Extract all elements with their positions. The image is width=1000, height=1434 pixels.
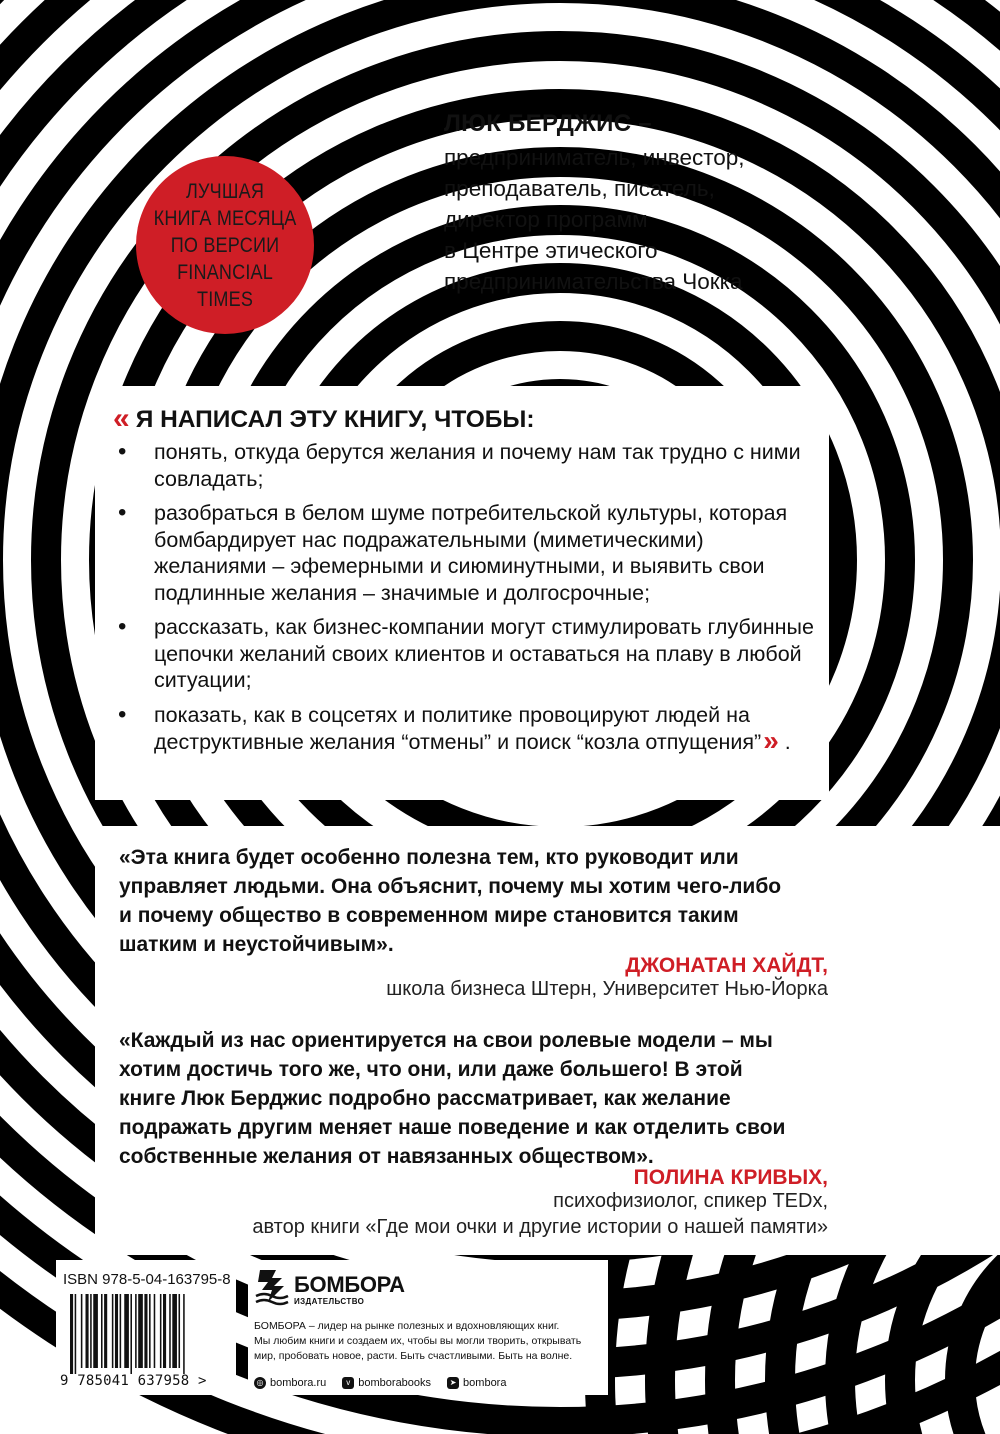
barcode-bar xyxy=(144,1294,147,1368)
manifesto-block xyxy=(95,386,829,800)
bullet-dot: • xyxy=(118,499,127,526)
list-item: • разобраться в белом шуме потребительской культуры, которая бомбардирует нас подражательными (миметическими) желаниями – эфемерными и сиюминутными, и выявить свои подлинные желания – значимые и долгосрочные; xyxy=(118,499,788,605)
barcode-bar xyxy=(138,1294,143,1368)
barcode-bar xyxy=(115,1294,118,1368)
barcode-bar xyxy=(70,1294,73,1374)
reviewer-info: школа бизнеса Штерн, Университет Нью-Йорка xyxy=(386,978,828,1000)
bullet-dot: • xyxy=(118,438,127,465)
manifesto-title-text: Я НАПИСАЛ ЭТУ КНИГУ, ЧТОБЫ: xyxy=(135,406,535,433)
publisher-block xyxy=(248,1260,608,1395)
list-item: • показать, как в соцсетях и политике провоцируют людей на деструктивные желания “отмены” и поиск “козла отпущения”» . xyxy=(118,700,791,756)
reviewer-name: ПОЛИНА КРИВЫХ, xyxy=(633,1166,828,1189)
barcode-bar xyxy=(75,1294,77,1374)
barcode-bar xyxy=(120,1294,122,1368)
vk-icon: v xyxy=(342,1377,354,1389)
vk-link[interactable]: v bomborabooks xyxy=(342,1377,431,1389)
barcode-bar xyxy=(135,1294,137,1368)
publisher-description: БОМБОРА – лидер на рынке полезных и вдохновляющих книг. Мы любим книги и создаем их, чтобы вы могли творить, открывать мир, пробовать новое, расти. Быть счастливыми. Быть на волне. xyxy=(254,1320,582,1362)
barcode-bar xyxy=(93,1294,98,1368)
imprint-area xyxy=(56,1260,611,1410)
publisher-sub: ИЗДАТЕЛЬСТВО xyxy=(294,1297,365,1306)
review-quote: «Эта книга будет особенно полезна тем, кто руководит или управляет людьми. Она объяснит, почему мы хотим чего-либо и почему общество в современном мире становится таким шатким и неустойчивым». xyxy=(119,846,782,956)
barcode-bar xyxy=(86,1294,89,1368)
review-block-2 xyxy=(95,1010,1000,1255)
barcode-bar xyxy=(149,1294,151,1368)
barcode-bar xyxy=(160,1294,162,1368)
isbn-label: ISBN 978-5-04-163795-8 xyxy=(63,1271,231,1288)
barcode-box xyxy=(56,1260,236,1395)
barcode-bar xyxy=(154,1294,156,1368)
barcode-bar xyxy=(183,1294,185,1374)
website-link[interactable]: ◎ bombora.ru xyxy=(254,1377,326,1389)
close-quote-mark: » xyxy=(763,725,779,756)
barcode-digits: 9 785041 637958 > xyxy=(60,1373,207,1389)
author-block xyxy=(422,97,832,309)
list-item: • понять, откуда берутся желания и почему нам так трудно с ними совладать; xyxy=(118,438,801,491)
barcode-bar xyxy=(179,1294,181,1368)
barcode-bar xyxy=(104,1294,107,1368)
list-item: • рассказать, как бизнес-компании могут стимулировать глубинные цепочки желаний своих клиентов и оставаться на плаву в любой ситуации; xyxy=(118,613,814,692)
badge-text: ЛУЧШАЯ КНИГА МЕСЯЦА ПО ВЕРСИИ FINANCIAL TIMES xyxy=(153,179,297,311)
barcode-bar xyxy=(124,1294,129,1368)
bullet-dot: • xyxy=(118,700,127,728)
barcode-bar xyxy=(81,1294,83,1368)
author-name: ЛЮК БЕРДЖИС – xyxy=(444,110,652,137)
telegram-icon: ➤ xyxy=(447,1377,459,1389)
author-description: предприниматель, инвестор, преподаватель, писатель, директор программ в Центре этического предпринимательства Чокка xyxy=(444,145,745,294)
barcode-bar xyxy=(130,1294,132,1374)
barcode-bar xyxy=(90,1294,92,1368)
manifesto-list xyxy=(118,439,818,764)
barcode-bar xyxy=(112,1294,114,1368)
publisher-name: БОМБОРА xyxy=(294,1272,405,1297)
reviewer-info: психофизиолог, спикер TEDx, автор книги «Где мои очки и другие истории о нашей памяти» xyxy=(252,1190,828,1238)
reviewer-name: ДЖОНАТАН ХАЙДТ, xyxy=(625,954,828,977)
barcode-bar xyxy=(163,1294,166,1368)
barcode xyxy=(68,1294,228,1374)
review-quote: «Каждый из нас ориентируется на свои ролевые модели – мы хотим достичь того же, что они, или даже большего! В этой книге Люк Берджис подробно рассматривает, как желание подражать другим меняет наше поведение и как отделить свои собственные желания от навязанных обществом». xyxy=(119,1029,786,1168)
barcode-bar xyxy=(172,1294,177,1368)
barcode-bar xyxy=(169,1294,171,1368)
telegram-link[interactable]: ➤ bombora xyxy=(447,1377,506,1389)
social-links xyxy=(254,1377,506,1389)
open-quote-mark: « xyxy=(113,402,130,435)
globe-icon: ◎ xyxy=(254,1377,266,1389)
award-badge xyxy=(136,156,314,334)
bullet-dot: • xyxy=(118,613,127,640)
manifesto-title xyxy=(113,402,535,436)
barcode-bar xyxy=(101,1294,103,1368)
bombora-logo-icon xyxy=(254,1266,290,1306)
